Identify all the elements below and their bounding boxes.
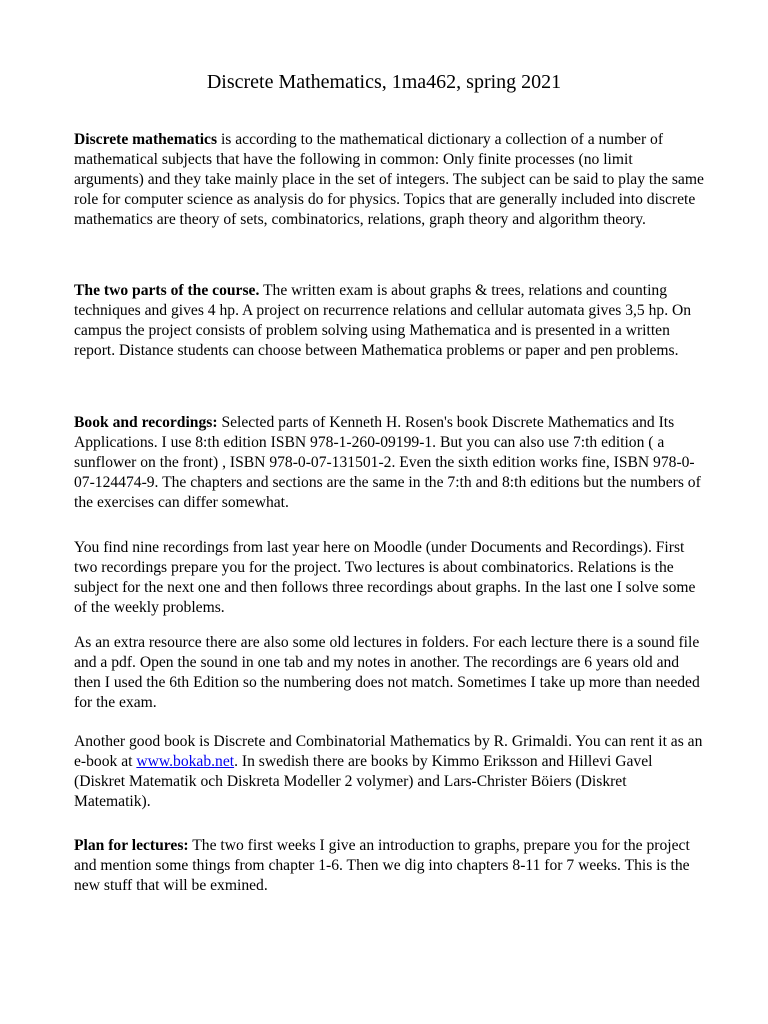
old-lectures-text: As an extra resource there are also some old lectures in folders. For each lecture there is a sound file and a pdf. Open the sound in one tab and my notes in another. The recordings are 6 years old and then I used the 6th Edition so the numbering does not match. Sometimes I take up more than needed for the exam. — [74, 634, 700, 711]
intro-text: is according to the mathematical dictionary a collection of a number of mathematical subjects that have the following in common: Only finite processes (no limit arguments) and they take mainly place in the set of integers. The subject can be said to play the same role for computer science as analysis do for physics. Topics that are generally included into discrete mathematics are theory of sets, combinatorics, relations, graph theory and algorithm theory. — [74, 131, 704, 228]
intro-lead: Discrete mathematics — [74, 131, 218, 148]
books-lead: Book and recordings: — [74, 414, 218, 431]
course-parts-text: The written exam is about graphs & trees, relations and counting techniques and gives 4 hp. A project on recurrence relations and cellular automata gives 3,5 hp. On campus the project consists of problem solving using Mathematica and is presented in a written report. Distance students can choose between Mathematica problems or paper and pen problems. — [74, 282, 692, 359]
books-paragraph — [74, 413, 704, 513]
course-parts-lead: The two parts of the course. — [74, 282, 260, 299]
page-title: Discrete Mathematics, 1ma462, spring 2021 — [206, 71, 562, 93]
other-books-text-after: . In swedish there are books by Kimmo Eriksson and Hillevi Gavel (Diskret Matematik och Diskreta Modeller 2 volymer) and Lars-Christer Böiers (Diskret Matematik). — [74, 753, 653, 810]
other-books-paragraph — [74, 732, 704, 812]
plan-paragraph — [74, 836, 704, 896]
plan-text: The two first weeks I give an introduction to graphs, prepare you for the project and mention some things from chapter 1-6. Then we dig into chapters 8-11 for 7 weeks. This is the new stuff that will be exmined. — [74, 837, 690, 894]
recordings-paragraph — [74, 538, 704, 618]
course-parts-paragraph — [74, 281, 704, 361]
other-books-text-before: Another good book is Discrete and Combinatorial Mathematics by R. Grimaldi. You can rent it as an e-book at — [74, 733, 703, 770]
old-lectures-paragraph — [74, 633, 704, 713]
plan-lead: Plan for lectures: — [74, 837, 189, 854]
intro-paragraph — [74, 130, 704, 230]
books-text: Selected parts of Kenneth H. Rosen's book Discrete Mathematics and Its Applications. I use 8:th edition ISBN 978-1-260-09199-1. But you can also use 7:th edition ( a sunflower on the front) , ISBN 978-0-07-131501-2. Even the sixth edition works fine, ISBN 978-0-07-124474-9. The chapters and sections are the same in the 7:th and 8:th editions but the numbers of the exercises can differ somewhat. — [74, 414, 701, 511]
recordings-text: You find nine recordings from last year here on Moodle (under Documents and Recordings). First two recordings prepare you for the project. Two lectures is about combinatorics. Relations is the subject for the next one and then follows three recordings about graphs. In the last one I solve some of the weekly problems. — [74, 539, 696, 616]
bokab-link[interactable]: www.bokab.net — [136, 753, 235, 770]
